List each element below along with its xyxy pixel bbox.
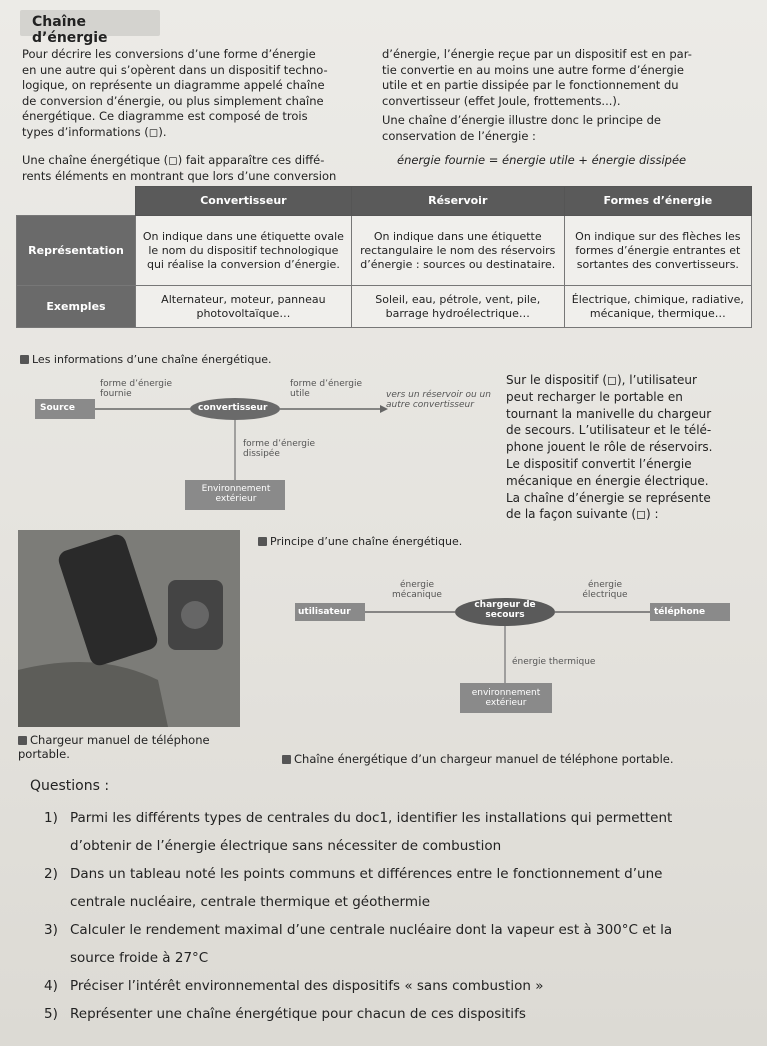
user-label: utilisateur (298, 607, 351, 617)
thermal-label: énergie thermique (512, 657, 596, 667)
question-text: Parmi les différents types de centrales du doc1, identifier les installations qui permettent (70, 810, 673, 826)
question-text: Représenter une chaîne énergétique pour chacun de ces dispositifs (70, 1006, 526, 1022)
row-label: Exemples (17, 286, 136, 328)
text-line: rents éléments en montrant que lors d’une conversion (22, 168, 337, 183)
environment-label: Environnement extérieur (201, 484, 271, 504)
info-table (16, 186, 752, 328)
question-text: Calculer le rendement maximal d’une centrale nucléaire dont la vapeur est à 300°C et la (70, 922, 673, 938)
table-header: Convertisseur (136, 187, 352, 216)
phone-label: téléphone (654, 607, 706, 617)
text-line: Sur le dispositif (◻), l’utilisateur (506, 373, 697, 387)
charger-label: chargeur de secours (474, 600, 536, 620)
converter-label: convertisseur (198, 403, 268, 413)
table-cell: On indique dans une étiquette ovale le nom du dispositif technologique qui réalise la conversion d’énergie. (136, 216, 352, 286)
caption-b (258, 535, 462, 548)
text-line: utile et en partie dissipée par le fonctionnement du (382, 78, 679, 92)
question-text: source froide à 27°C (70, 950, 209, 966)
question-item (44, 1000, 742, 1028)
environment-d-label: environnement extérieur (471, 688, 541, 708)
question-item (44, 916, 742, 972)
table-header: Réservoir (351, 187, 564, 216)
table-cell: Alternateur, moteur, panneau photovoltaïque… (136, 286, 352, 328)
caption-c (18, 733, 210, 761)
title-box (20, 10, 160, 46)
source-label: Source (40, 403, 75, 413)
table-cell: On indique sur des flèches les formes d’énergie entrantes et sortantes des convertisseurs. (564, 216, 751, 286)
crank-wheel (181, 601, 209, 629)
question-item (44, 804, 742, 860)
text-line: Une chaîne énergétique (◻) fait apparaître ces diffé- (22, 153, 325, 167)
text-line: types d’informations (◻). (22, 124, 167, 139)
question-number: 5) (44, 1006, 58, 1022)
text-line: tie convertie en au moins une autre forme d’énergie (382, 62, 684, 77)
question-item (44, 860, 742, 916)
text-line: de secours. L’utilisateur et le télé- (506, 423, 712, 438)
text-line: logique, on représente un diagramme appelé chaîne (22, 78, 325, 92)
caption-c-text: portable. (18, 747, 70, 761)
text-line: énergétique. Ce diagramme est composé de trois (22, 109, 308, 123)
supplied-label: forme d’énergie fournie (100, 379, 173, 399)
caption-d (282, 752, 674, 766)
text-line: tournant la manivelle du chargeur (506, 406, 712, 421)
question-number: 1) (44, 810, 58, 826)
doc-badge-icon (282, 755, 291, 764)
page-title: Chaîne d’énergie (32, 14, 108, 46)
text-line: en une autre qui s’opèrent dans un dispositif techno- (22, 62, 328, 77)
intro-right-p2 (382, 113, 752, 144)
text-line: Le dispositif convertit l’énergie (506, 456, 692, 471)
device-text (506, 372, 746, 523)
question-text: centrale nucléaire, centrale thermique et géothermie (70, 894, 431, 910)
question-text: Dans un tableau noté les points communs et différences entre le fonctionnement d’une (70, 866, 663, 882)
caption-d-text: Chaîne énergétique d’un chargeur manuel de téléphone portable. (294, 752, 674, 766)
text-line: phone jouent le rôle de réservoirs. (506, 440, 713, 455)
text-line: mécanique en énergie électrique. (506, 473, 709, 488)
text-line: Une chaîne d’énergie illustre donc le principe de (382, 113, 661, 127)
charger-photo (18, 530, 240, 727)
photo-illustration (18, 530, 240, 727)
text-line: conservation de l’énergie : (382, 128, 536, 143)
question-item (44, 972, 742, 1000)
table-cell: Soleil, eau, pétrole, vent, pile, barrage hydroélectrique… (351, 286, 564, 328)
intro-left-p1 (22, 47, 362, 140)
table-header: Formes d’énergie (564, 187, 751, 216)
doc-badge-icon (258, 537, 267, 546)
row-label: Représentation (17, 216, 136, 286)
question-number: 4) (44, 978, 58, 994)
question-text: d’obtenir de l’énergie électrique sans nécessiter de combustion (70, 838, 502, 854)
text-line: de conversion d’énergie, ou plus simplement chaîne (22, 93, 324, 108)
questions-section (22, 772, 742, 1028)
text-line: convertisseur (effet Joule, frottements...). (382, 93, 621, 108)
intro-right-p1 (382, 47, 752, 109)
caption-b-text: Principe d’une chaîne énergétique. (270, 535, 463, 548)
caption-c-text: Chargeur manuel de téléphone (30, 733, 210, 747)
table-cell: Électrique, chimique, radiative, mécanique, thermique… (564, 286, 751, 328)
question-number: 2) (44, 866, 58, 882)
question-number: 3) (44, 922, 58, 938)
reservoir-label: vers un réservoir ou un autre convertisseur (386, 390, 491, 410)
intro-left-p2 (22, 153, 362, 184)
energy-formula: énergie fournie = énergie utile + énergie dissipée (397, 153, 687, 167)
questions-title: Questions : (30, 778, 110, 794)
mech-label: énergie mécanique (392, 580, 442, 600)
text-line: peut recharger le portable en (506, 389, 683, 404)
table-corner (17, 187, 136, 216)
doc-badge-icon (20, 355, 29, 364)
text-line: Pour décrire les conversions d’une forme d’énergie (22, 47, 316, 61)
elec-label: énergie électrique (582, 580, 628, 600)
text-line: d’énergie, l’énergie reçue par un dispositif est en par- (382, 47, 692, 61)
useful-label: forme d’énergie utile (290, 379, 363, 399)
doc-badge-icon (18, 736, 27, 745)
text-line: de la façon suivante (◻) : (506, 507, 659, 522)
question-text: Préciser l’intérêt environnemental des dispositifs « sans combustion » (70, 978, 544, 994)
caption-a-text: Les informations d’une chaîne énergétique. (32, 353, 272, 366)
text-line: La chaîne d’énergie se représente (506, 490, 711, 505)
table-cell: On indique dans une étiquette rectangulaire le nom des réservoirs d’énergie : sources ou destinataire. (351, 216, 564, 286)
dissipated-label: forme d’énergie dissipée (243, 439, 316, 459)
caption-a (20, 353, 272, 366)
